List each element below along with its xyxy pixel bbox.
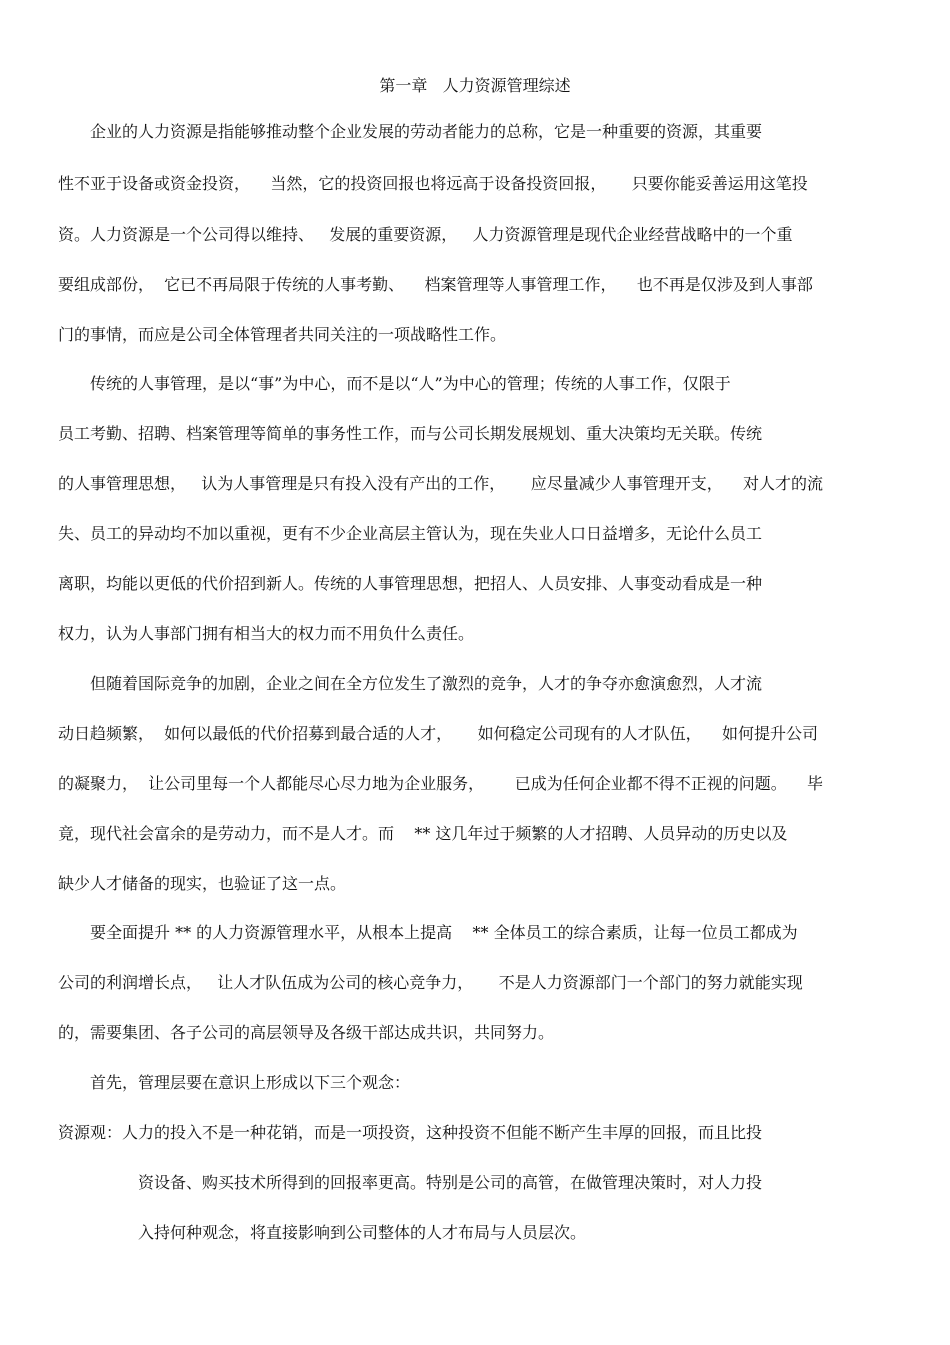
paragraph-line: 权力，认为人事部门拥有相当大的权力而不用负什么责任。: [58, 624, 475, 643]
paragraph-line: 失、员工的异动均不加以重视，更有不少企业高层主管认为，现在失业人口日益增多，无论什么员工: [58, 524, 763, 543]
paragraph-line: 门的事情，而应是公司全体管理者共同关注的一项战略性工作。: [58, 325, 507, 344]
paragraph-line: 公司的利润增长点， 让人才队伍成为公司的核心竞争力， 不是人力资源部门一个部门的努力就能实现: [58, 973, 803, 992]
paragraph-line: 要组成部份， 它已不再局限于传统的人事考勤、 档案管理等人事管理工作， 也不再是仅涉及到人事部: [58, 275, 813, 294]
paragraph-line: 但随着国际竞争的加剧，企业之间在全方位发生了激烈的竞争，人才的争夺亦愈演愈烈，人才流: [90, 674, 763, 693]
paragraph-line: 首先，管理层要在意识上形成以下三个观念：: [90, 1073, 411, 1092]
paragraph-line: 的人事管理思想， 认为人事管理是只有投入没有产出的工作， 应尽量减少人事管理开支， 对人才的流: [58, 474, 824, 493]
definition-line: 资源观：人力的投入不是一种花销，而是一项投资，这种投资不但能不断产生丰厚的回报，而且比投: [58, 1123, 763, 1142]
paragraph-line: 企业的人力资源是指能够推动整个企业发展的劳动者能力的总称，它是一种重要的资源，其重要: [90, 122, 763, 141]
definition-continuation: 资设备、购买技术所得到的回报率更高。特别是公司的高管，在做管理决策时，对人力投: [138, 1173, 763, 1192]
definition-continuation: 入持何种观念，将直接影响到公司整体的人才布局与人员层次。: [138, 1223, 587, 1242]
paragraph-line: 的，需要集团、各子公司的高层领导及各级干部达成共识，共同努力。: [58, 1023, 555, 1042]
paragraph-line: 员工考勤、招聘、档案管理等简单的事务性工作，而与公司长期发展规划、重大决策均无关联。传统: [58, 424, 763, 443]
paragraph-line: 传统的人事管理，是以“事”为中心，而不是以“人”为中心的管理；传统的人事工作，仅限于: [90, 374, 731, 393]
paragraph-line: 性不亚于设备或资金投资， 当然，它的投资回报也将远高于设备投资回报， 只要你能妥善运用这笔投: [58, 174, 808, 193]
chapter-title: 第一章 人力资源管理综述: [379, 76, 571, 95]
paragraph-line: 动日趋频繁， 如何以最低的代价招募到最合适的人才， 如何稳定公司现有的人才队伍， 如何提升公司: [58, 724, 818, 743]
paragraph-line: 资。人力资源是一个公司得以维持、 发展的重要资源， 人力资源管理是现代企业经营战略中的一个重: [58, 225, 793, 244]
paragraph-line: 缺少人才储备的现实，也验证了这一点。: [58, 874, 347, 893]
paragraph-line: 要全面提升 ** 的人力资源管理水平，从根本上提高 ** 全体员工的综合素质，让每一位员工都成为: [90, 923, 798, 942]
paragraph-line: 离职，均能以更低的代价招到新人。传统的人事管理思想，把招人、人员安排、人事变动看成是一种: [58, 574, 763, 593]
paragraph-line: 竟，现代社会富余的是劳动力，而不是人才。而 ** 这几年过于频繁的人才招聘、人员异动的历史以及: [58, 824, 788, 843]
paragraph-line: 的凝聚力， 让公司里每一个人都能尽心尽力地为企业服务， 已成为任何企业都不得不正视的问题。 毕: [58, 774, 824, 793]
